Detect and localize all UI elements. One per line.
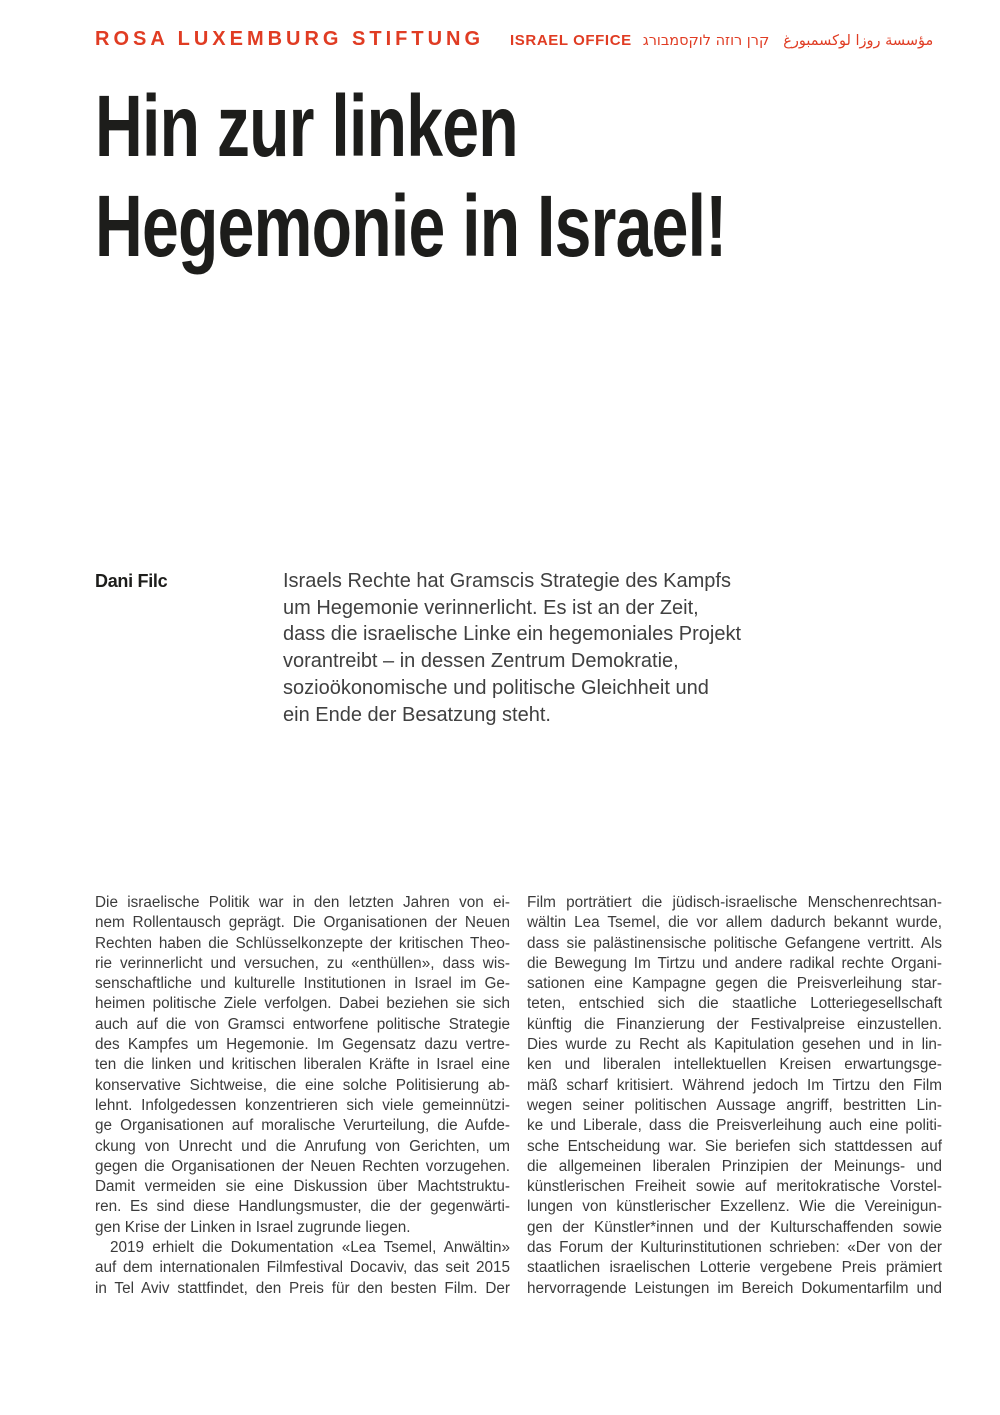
text-line: hervorragende Leistungen im Bereich Dokumentarfilm und [527,1279,942,1297]
text-line: dass die israelische Linke ein hegemoniales Projekt [283,623,742,646]
text-line: mäß scharf kritisiert. Während jedoch Im Tirtzu den Film [527,1076,942,1094]
text-line: rie verinnerlicht und versuchen, zu «enthüllen», dass wis- [95,954,510,972]
text-line: künftig die Finanzierung der Festivalpreise einzustellen. [527,1015,942,1033]
body-text [95,893,942,1299]
text-line: konservative Sichtweise, die eine solche Politisierung ab- [95,1076,510,1094]
text-line: ten die linken und kritischen liberalen Kräfte in Israel eine [95,1056,510,1074]
text-line: künstlerischen Freiheit sowie auf meritokratische Vorstel- [527,1178,942,1196]
text-line: ckung von Unrecht und die Anrufung von Gerichten, um [95,1137,510,1155]
text-line: gen Krise der Linken in Israel zugrunde liegen. [95,1218,411,1236]
text-line: sozioökonomische und politische Gleichheit und [283,676,709,699]
article-title-line-1: Hin zur linken [95,78,518,175]
text-line: sationen eine Kampagne gegen die Preisverleihung star- [527,975,942,993]
text-line: die allgemeinen liberalen Prinzipien der Meinungs- und [527,1157,942,1175]
lead-paragraph [283,568,753,728]
text-line: auch auf die von Gramsci entworfene politische Strategie [95,1015,510,1033]
text-line: 2019 erhielt die Dokumentation «Lea Tsemel, Anwältin» [110,1239,510,1257]
office-label: ISRAEL OFFICE [510,32,632,49]
text-line: gegen die Organisationen der Neuen Rechten vorzugehen. [95,1157,510,1175]
article-title [95,77,727,277]
text-line: wegen seiner politischen Aussage angriff, bestritten Lin- [527,1096,942,1114]
body-column-right [527,893,942,1299]
text-line: ren. Es sind diese Handlungsmuster, die der gegenwärti- [95,1198,510,1216]
brand-wordmark: ROSA LUXEMBURG STIFTUNG [95,28,485,50]
text-line: ke und Liberale, dass die Preisverleihung auch eine politi- [527,1117,942,1135]
text-line: ken und liberalen intellektuellen Kreisen erwartungsge- [527,1056,942,1074]
text-line: nem Rollentausch geprägt. Die Organisationen der Neuen [95,914,510,932]
text-line: Israels Rechte hat Gramscis Strategie des Kampfs [283,570,731,592]
text-line: staatlichen israelischen Lotterie vergebene Preis prämiert [527,1259,942,1277]
text-line: teten, entschied sich die staatliche Lotteriegesellschaft [527,995,942,1013]
text-line: ein Ende der Besatzung steht. [283,703,551,726]
text-line: senschaftliche und kulturelle Institutionen in Israel im Ge- [95,975,510,993]
text-line: Damit vermeiden sie eine Diskussion über Machtstruktu- [95,1178,510,1196]
text-line: gen der Künstler*innen und der Kulturschaffenden sowie [527,1218,942,1236]
article-title-line-2: Hegemonie in Israel! [95,178,727,275]
text-line: ge Organisationen auf moralische Verurteilung, die Aufde- [95,1117,510,1135]
text-line: Rechten haben die Schlüsselkonzepte der kritischen Theo- [95,934,510,952]
text-line: vorantreibt – in dessen Zentrum Demokratie, [283,650,679,673]
text-line: das Forum der Kulturinstitutionen schrieben: «Der von der [527,1239,942,1257]
text-line: sche Entscheidung war. Sie beriefen sich stattdessen auf [527,1137,942,1155]
text-line: Film porträtiert die jüdisch-israelische Menschenrechtsan- [527,894,942,911]
text-line: Dies wurde zu Recht als Kapitulation gesehen und in lin- [527,1036,942,1054]
body-column-left [95,893,510,1299]
author-name: Dani Filc [95,571,168,591]
byline-row [95,568,753,728]
text-line: des Kampfes um Hegemonie. Im Gegensatz dazu vertre- [95,1036,510,1054]
text-line: wältin Lea Tsemel, die vor allem dadurch bekannt wurde, [527,914,942,932]
text-line: um Hegemonie verinnerlicht. Es ist an der Zeit, [283,596,699,619]
text-line: dass sie palästinensische politische Gefangene vertritt. Als [527,934,942,952]
text-line: lehnt. Infolgedessen konzentrieren sich viele gemeinnützi- [95,1096,510,1114]
text-line: lungen von künstlerischer Exzellenz. Wie die Vereinigun- [527,1198,942,1216]
text-line: Die israelische Politik war in den letzten Jahren von ei- [95,894,510,911]
text-line: heimen politische Ziele verfolgen. Dabei beziehen sie sich [95,995,510,1013]
masthead [95,28,933,51]
brand-name-hebrew: קרן רוזה לוקסמבורג [642,33,770,49]
brand-name-arabic: مؤسسة روزا لوكسمبورغ [783,33,934,49]
text-line: auf dem internationalen Filmfestival Docaviv, das seit 2015 [95,1259,510,1277]
text-line: die Bewegung Im Tirtzu und andere radikal rechte Organi- [527,954,942,972]
text-line: in Tel Aviv stattfindet, den Preis für den besten Film. Der [95,1279,510,1297]
